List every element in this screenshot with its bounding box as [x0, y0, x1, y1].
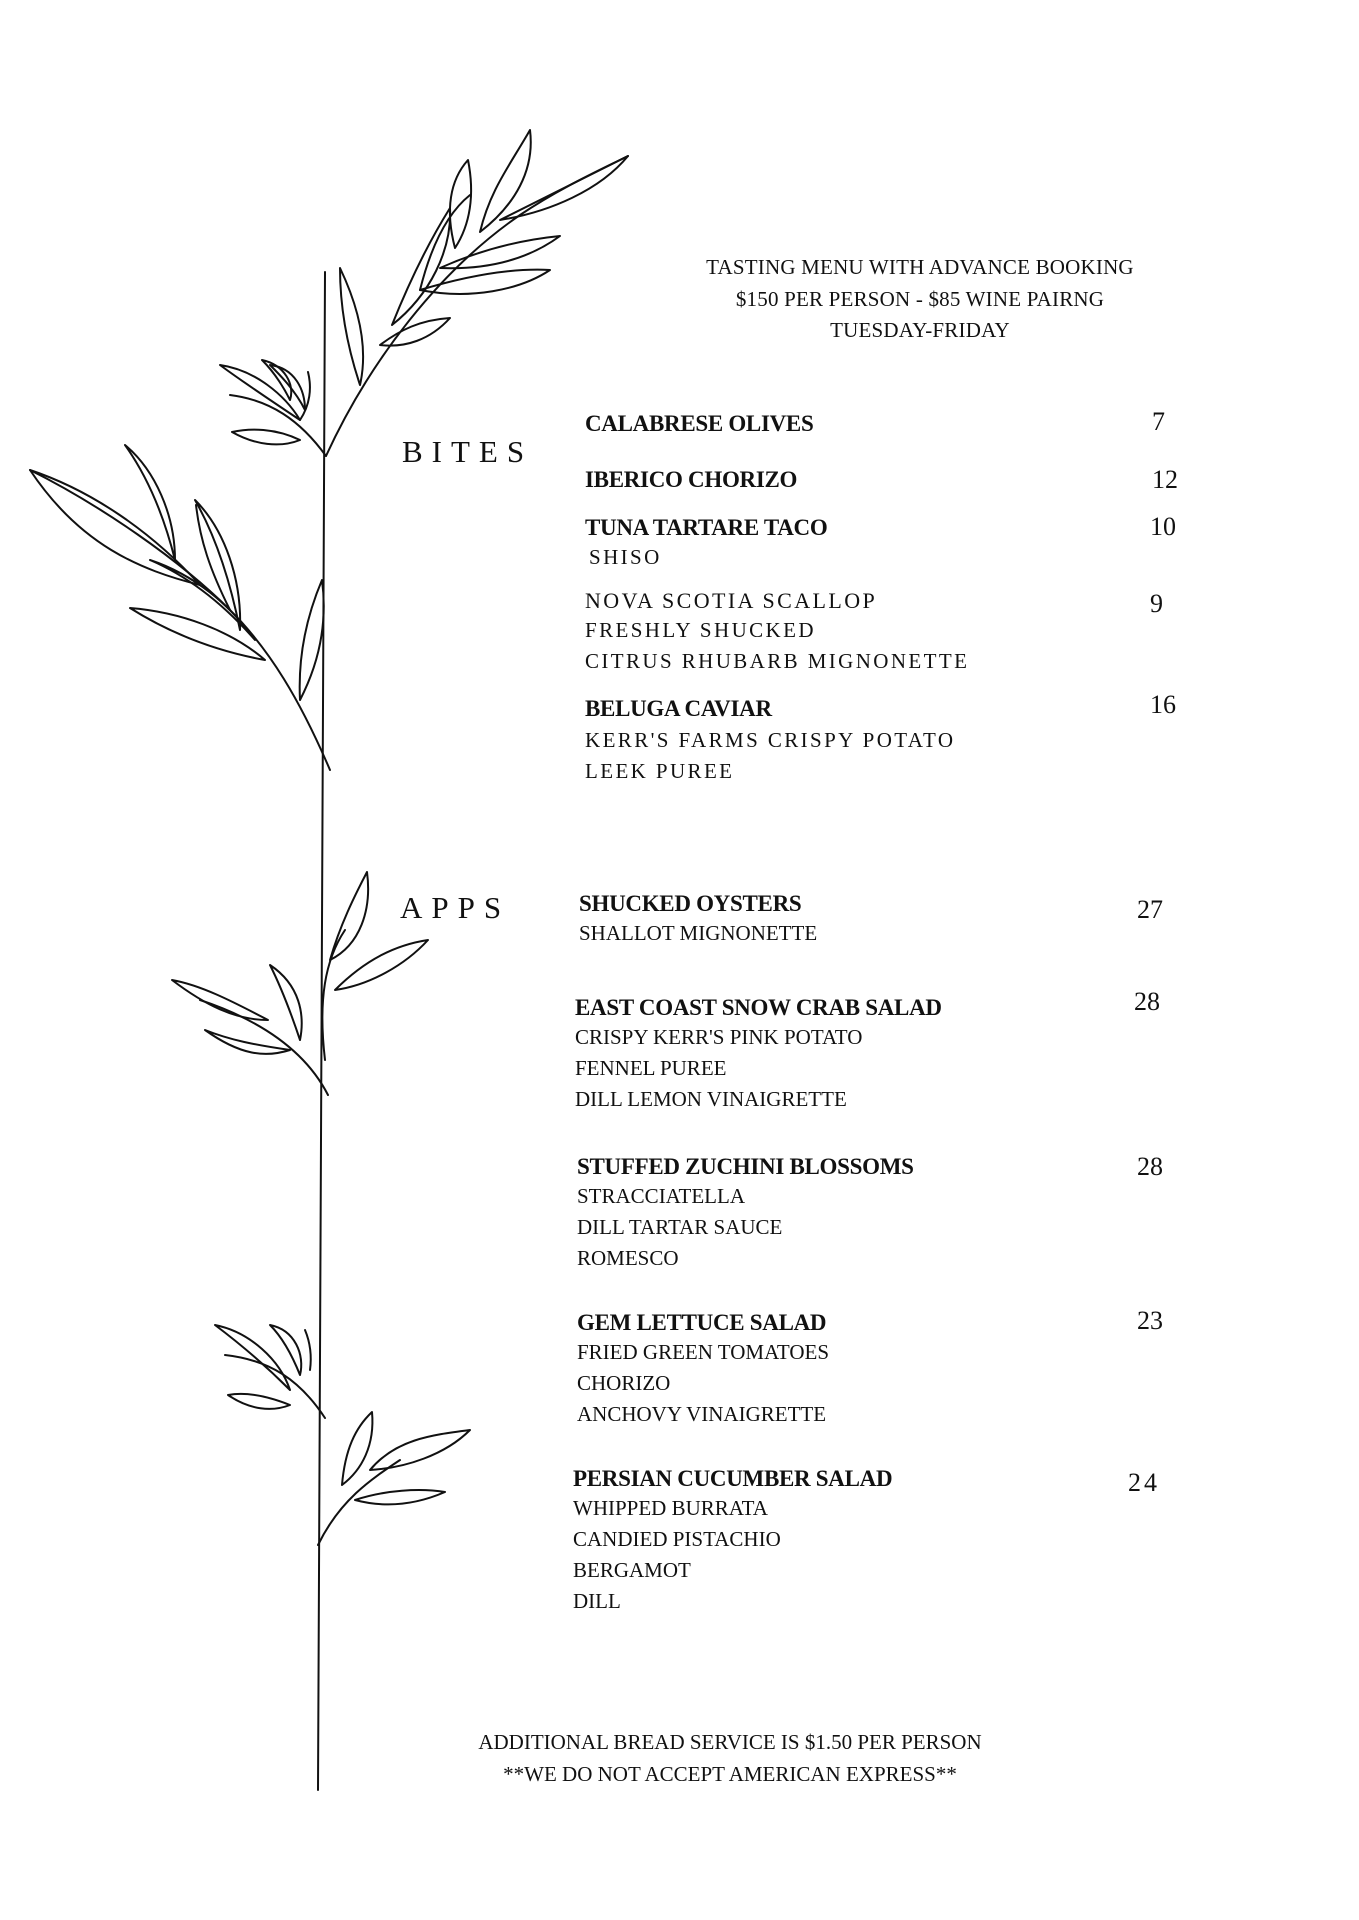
tasting-menu-line: TASTING MENU WITH ADVANCE BOOKING [706, 255, 1134, 279]
item-description: CHORIZO [577, 1371, 671, 1395]
item-description: FRESHLY SHUCKED [585, 618, 816, 642]
item-description: KERR'S FARMS CRISPY POTATO [585, 728, 956, 752]
days-line: TUESDAY-FRIDAY [830, 318, 1010, 342]
payment-note: **WE DO NOT ACCEPT AMERICAN EXPRESS** [503, 1761, 957, 1786]
item-price: 9 [1150, 589, 1163, 618]
menu-footer [380, 1727, 1080, 1790]
item-name: BELUGA CAVIAR [585, 696, 772, 721]
item-description: ANCHOVY VINAIGRETTE [577, 1402, 827, 1426]
item-description: FRIED GREEN TOMATOES [577, 1340, 830, 1364]
menu-item [579, 890, 817, 949]
item-description: ROMESCO [577, 1246, 679, 1270]
menu-item [585, 466, 797, 494]
item-name: IBERICO CHORIZO [585, 467, 798, 492]
item-name: GEM LETTUCE SALAD [577, 1310, 827, 1335]
menu-item [575, 994, 942, 1115]
menu-item [585, 514, 827, 573]
item-price: 27 [1137, 895, 1163, 924]
menu-item [577, 1153, 914, 1274]
item-name: SHUCKED OYSTERS [579, 891, 802, 916]
item-price: 28 [1134, 987, 1160, 1016]
leaf-branch-icon [30, 445, 330, 770]
leaf-branch-icon [318, 1412, 470, 1545]
item-description: SHISO [589, 545, 662, 569]
item-price: 24 [1128, 1468, 1160, 1497]
item-description: LEEK PUREE [585, 759, 735, 783]
item-price: 16 [1150, 690, 1176, 719]
item-description: CITRUS RHUBARB MIGNONETTE [585, 649, 970, 673]
item-price: 7 [1152, 407, 1165, 436]
item-name: TUNA TARTARE TACO [585, 515, 828, 540]
item-description: FENNEL PUREE [575, 1056, 727, 1080]
item-description: SHALLOT MIGNONETTE [579, 921, 818, 945]
menu-item [585, 587, 969, 677]
menu-item [577, 1309, 829, 1430]
item-name: EAST COAST SNOW CRAB SALAD [575, 995, 942, 1020]
item-name: PERSIAN CUCUMBER SALAD [573, 1466, 893, 1491]
item-description: BERGAMOT [573, 1558, 691, 1582]
section-title-apps: APPS [400, 890, 511, 925]
item-name: CALABRESE OLIVES [585, 411, 814, 436]
leaf-branch-icon [172, 872, 428, 1095]
item-name: NOVA SCOTIA SCALLOP [585, 588, 878, 613]
item-description: DILL LEMON VINAIGRETTE [575, 1087, 847, 1111]
item-price: 23 [1137, 1306, 1163, 1335]
item-description: WHIPPED BURRATA [573, 1496, 768, 1520]
item-description: STRACCIATELLA [577, 1184, 745, 1208]
leaf-branch-icon [220, 360, 326, 456]
item-name: STUFFED ZUCHINI BLOSSOMS [577, 1154, 914, 1179]
item-description: DILL TARTAR SAUCE [577, 1215, 783, 1239]
menu-item [585, 695, 955, 787]
item-price: 28 [1137, 1152, 1163, 1181]
menu-item [573, 1465, 892, 1617]
price-line: $150 PER PERSON - $85 WINE PAIRNG [735, 286, 1105, 311]
bread-service-note: ADDITIONAL BREAD SERVICE IS $1.50 PER PERSON [478, 1730, 982, 1754]
tasting-menu-header [640, 252, 1200, 347]
leaf-branch-icon [215, 1325, 325, 1418]
section-title-bites: BITES [402, 434, 534, 469]
menu-item [585, 410, 813, 438]
item-description: CRISPY KERR'S PINK POTATO [575, 1025, 863, 1049]
item-description: CANDIED PISTACHIO [573, 1527, 781, 1551]
item-price: 12 [1152, 465, 1178, 494]
vertical-stem-line [318, 272, 325, 1790]
leaf-branch-icon [326, 130, 628, 456]
item-price: 10 [1150, 512, 1176, 541]
item-description: DILL [573, 1589, 621, 1613]
